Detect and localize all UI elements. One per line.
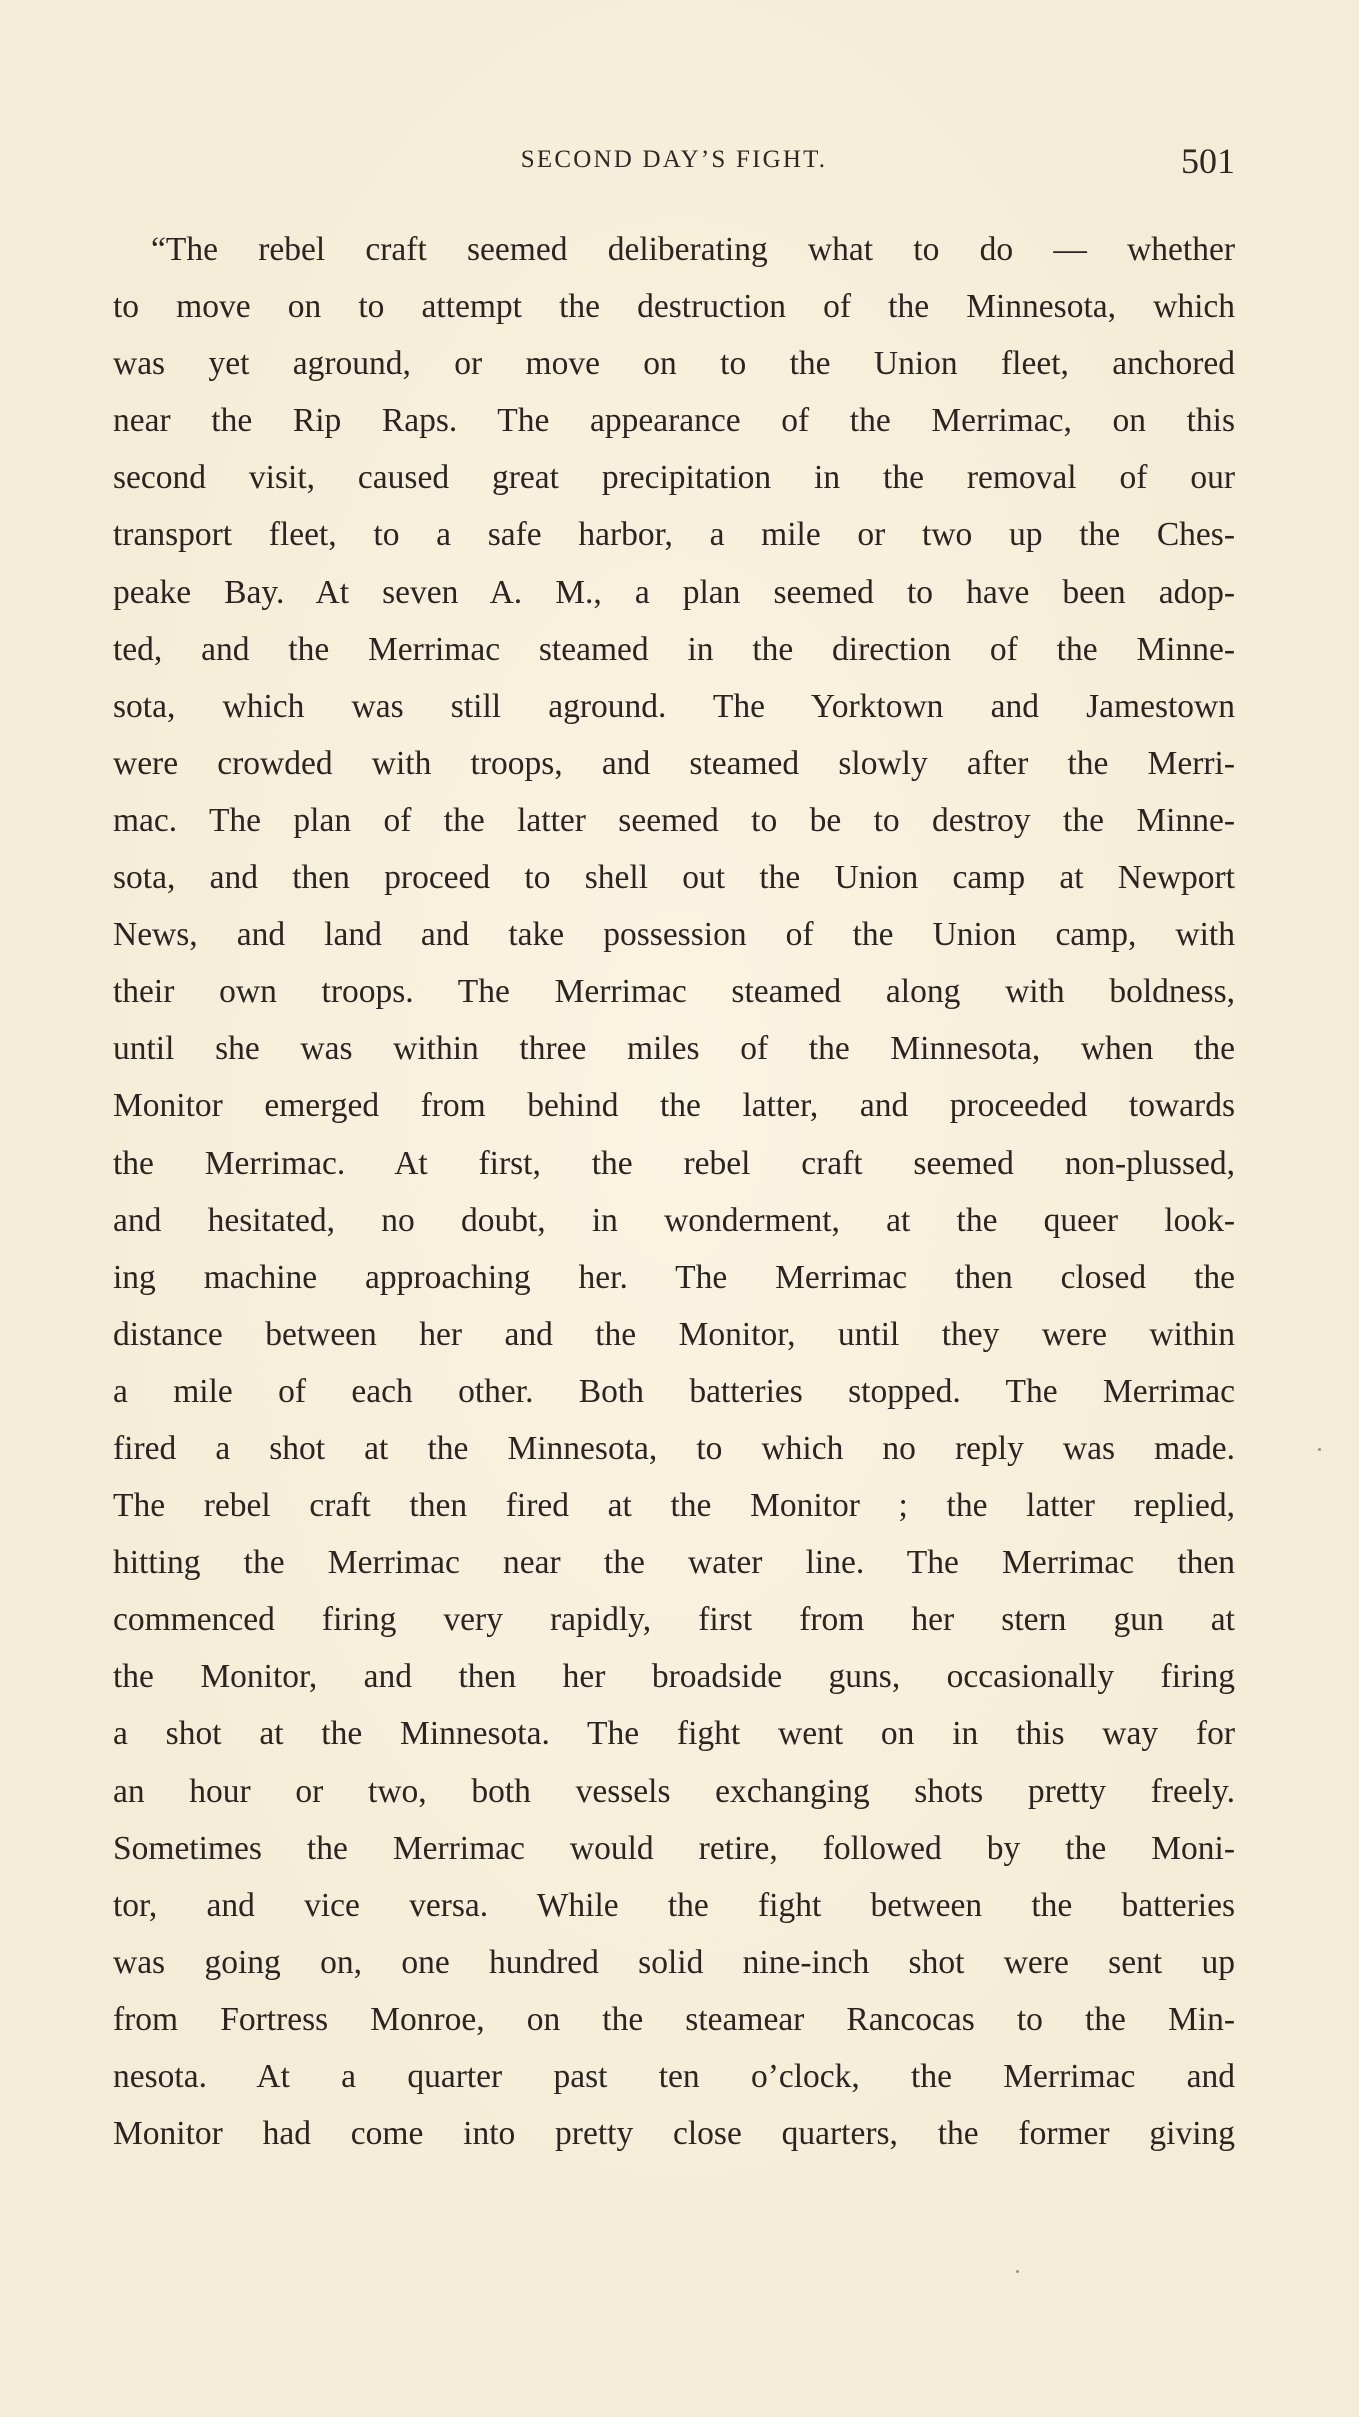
text-line: second visit, caused great precipitation in the removal of our xyxy=(113,459,1235,497)
text-line: from Fortress Monroe, on the steamear Rancocas to the Min- xyxy=(113,2000,1235,2038)
paper-speck xyxy=(1016,2270,1019,2273)
text-line: News, and land and take possession of the Union camp, with xyxy=(113,916,1235,954)
text-line: the Merrimac. At first, the rebel craft seemed non-plussed, xyxy=(113,1144,1235,1182)
text-line: a mile of each other. Both batteries stopped. The Merrimac xyxy=(113,1372,1235,1410)
text-line: was going on, one hundred solid nine-inch shot were sent up xyxy=(113,1943,1235,1981)
text-line: and hesitated, no doubt, in wonderment, at the queer look- xyxy=(113,1201,1235,1239)
text-line: the Monitor, and then her broadside guns, occasionally firing xyxy=(113,1658,1235,1696)
text-line: until she was within three miles of the Minnesota, when the xyxy=(113,1030,1235,1068)
text-line: transport fleet, to a safe harbor, a mile or two up the Ches- xyxy=(113,516,1235,554)
text-line: mac. The plan of the latter seemed to be to destroy the Minne- xyxy=(113,801,1235,839)
running-title: SECOND DAY’S FIGHT. xyxy=(520,146,828,173)
text-line: were crowded with troops, and steamed slowly after the Merri- xyxy=(113,744,1235,782)
text-line: ing machine approaching her. The Merrimac then closed the xyxy=(113,1258,1235,1296)
paper-speck xyxy=(1318,1448,1321,1451)
page-number: 501 xyxy=(1181,141,1235,181)
text-line: an hour or two, both vessels exchanging shots pretty freely. xyxy=(113,1772,1235,1810)
text-line: Monitor emerged from behind the latter, and proceeded towards xyxy=(113,1087,1235,1125)
text-line: “The rebel craft seemed deliberating what to do — whether xyxy=(151,231,1235,268)
text-line: hitting the Merrimac near the water line. The Merrimac then xyxy=(113,1544,1235,1582)
text-line: sota, and then proceed to shell out the Union camp at Newport xyxy=(113,859,1235,897)
text-line: The rebel craft then fired at the Monitor ; the latter replied, xyxy=(113,1487,1235,1525)
text-line: fired a shot at the Minnesota, to which no reply was made. xyxy=(113,1429,1235,1467)
text-line: to move on to attempt the destruction of the Minnesota, which xyxy=(113,288,1235,326)
text-line: nesota. At a quarter past ten o’clock, the Merrimac and xyxy=(113,2058,1235,2095)
text-line: Sometimes the Merrimac would retire, followed by the Moni- xyxy=(113,1829,1235,1867)
text-line: tor, and vice versa. While the fight between the batteries xyxy=(113,1886,1235,1924)
text-line: Monitor had come into pretty close quarters, the former giving xyxy=(113,2115,1235,2153)
body-text xyxy=(113,221,1235,2162)
text-line: near the Rip Raps. The appearance of the Merrimac, on this xyxy=(113,402,1235,440)
text-line: commenced firing very rapidly, first from her stern gun at xyxy=(113,1601,1235,1639)
text-line: peake Bay. At seven A. M., a plan seemed to have been adop- xyxy=(113,573,1235,611)
text-line: their own troops. The Merrimac steamed along with boldness, xyxy=(113,973,1235,1011)
text-line: ted, and the Merrimac steamed in the direction of the Minne- xyxy=(113,630,1235,668)
text-line: distance between her and the Monitor, until they were within xyxy=(113,1315,1235,1353)
text-line: sota, which was still aground. The Yorktown and Jamestown xyxy=(113,687,1235,725)
text-line: was yet aground, or move on to the Union fleet, anchored xyxy=(113,345,1235,383)
running-head xyxy=(113,140,1235,188)
text-line: a shot at the Minnesota. The fight went on in this way for xyxy=(113,1715,1235,1753)
